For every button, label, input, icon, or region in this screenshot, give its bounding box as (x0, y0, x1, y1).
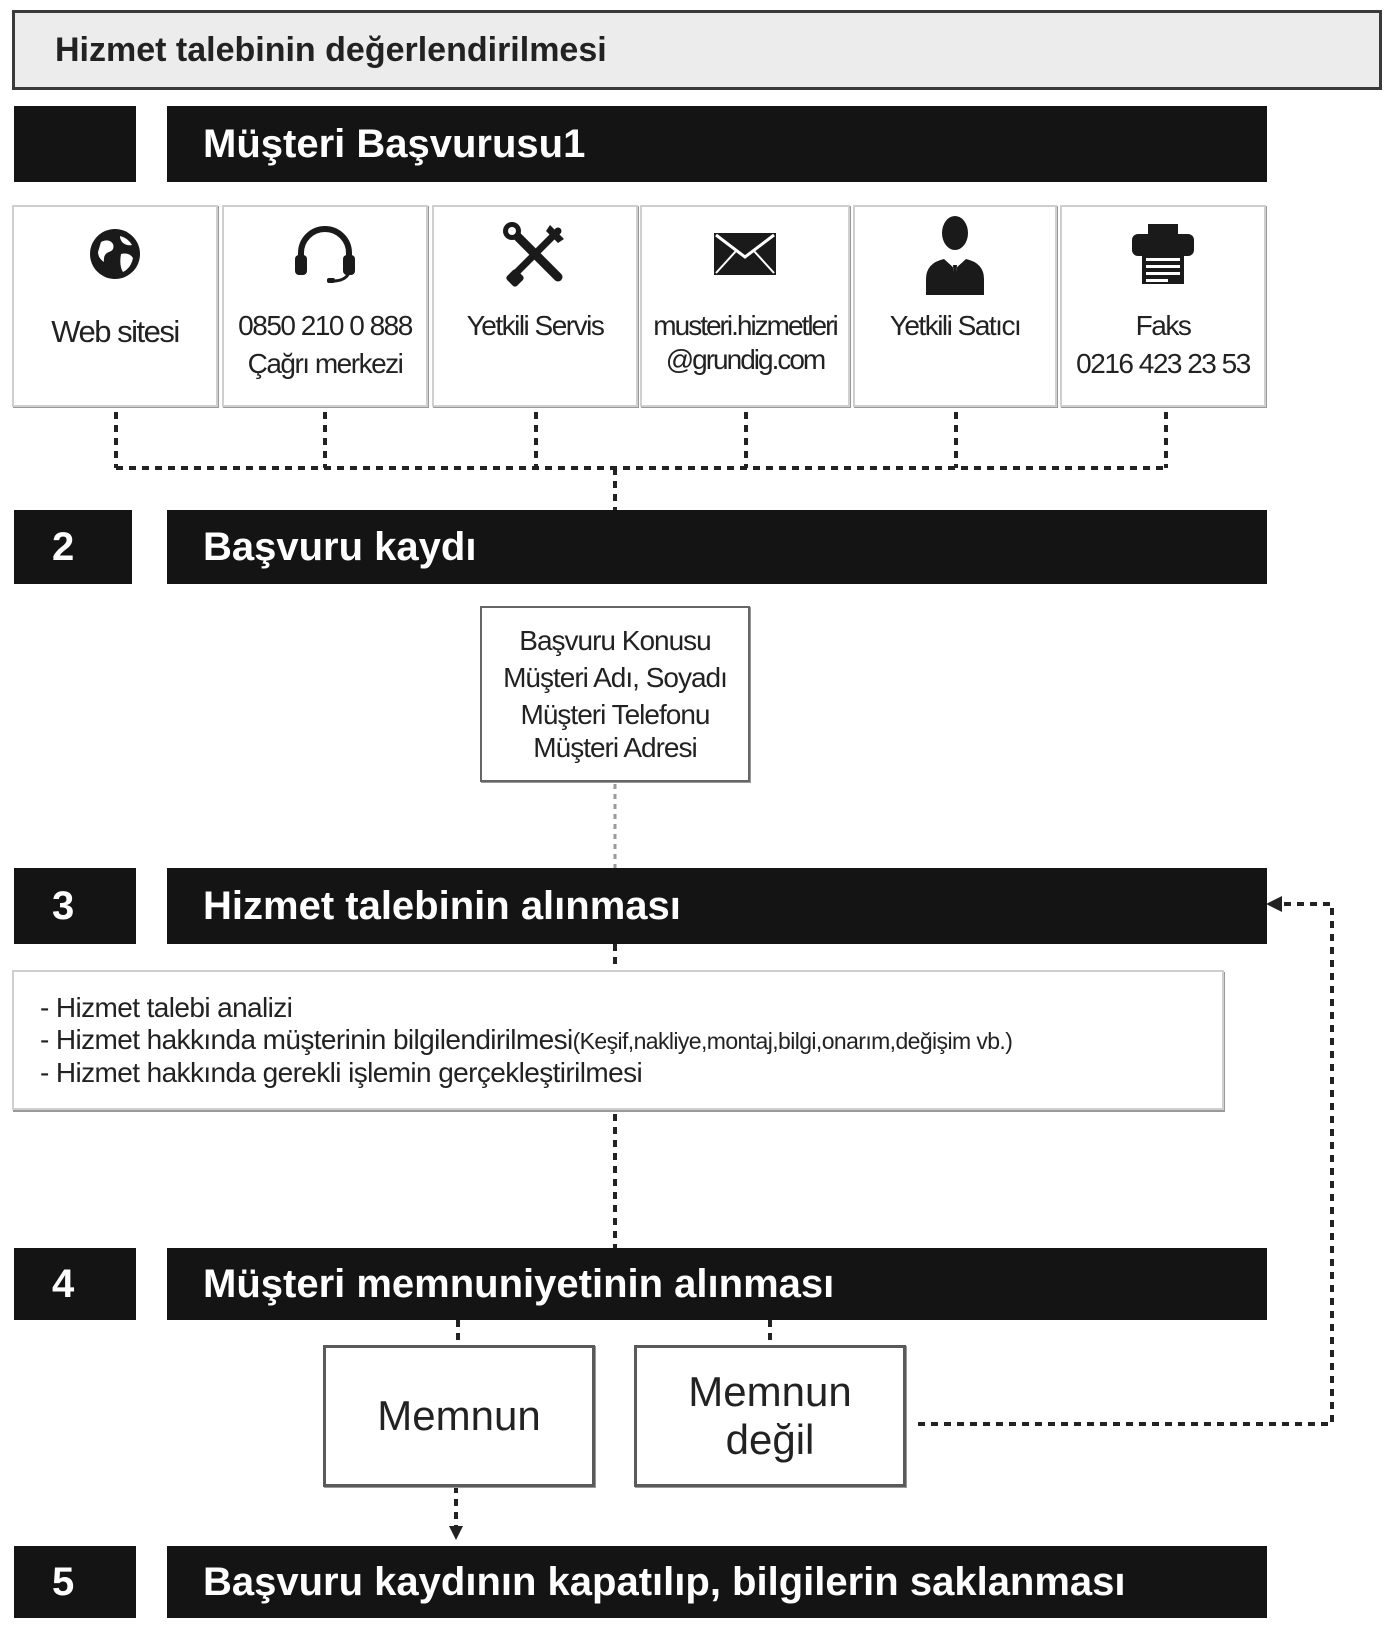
channel-line1: Yetkili Servis (466, 310, 604, 341)
record-field: Başvuru Konusu (519, 625, 711, 656)
step-number-3: 3 (14, 868, 136, 944)
channel-card-callcenter (222, 205, 428, 407)
step-number-4: 4 (14, 1248, 136, 1320)
channel-line1: Faks (1135, 310, 1191, 341)
headset-icon (291, 223, 359, 285)
channel-line2: 0216 423 23 53 (1076, 348, 1250, 379)
step-title-1: Müşteri Başvurusu1 (167, 106, 1267, 182)
record-field: Müşteri Telefonu (520, 699, 710, 730)
tools-icon (500, 219, 570, 289)
task-item (40, 992, 1222, 1024)
person-icon (922, 213, 988, 295)
unsatisfied-box (634, 1345, 906, 1487)
channel-line1: 0850 210 0 888 (238, 310, 412, 341)
step-title-2: Başvuru kaydı (167, 510, 1267, 584)
channel-card-dealer (853, 205, 1057, 407)
task-text: - Hizmet hakkında müşterinin bilgilendirilmesi (40, 1024, 573, 1055)
task-text: - Hizmet hakkında gerekli işlemin gerçekleştirilmesi (40, 1057, 643, 1088)
task-item (40, 1057, 1222, 1089)
page-title: Hizmet talebinin değerlendirilmesi (12, 10, 1382, 90)
unsatisfied-label-line2: değil (725, 1416, 815, 1463)
channel-card-fax (1060, 205, 1266, 407)
channel-line1: Web sitesi (51, 314, 179, 349)
satisfied-box (323, 1345, 595, 1487)
step-title-3: Hizmet talebinin alınması (167, 868, 1267, 944)
step-number-1 (14, 106, 136, 182)
channel-card-web (12, 205, 218, 407)
envelope-icon (712, 231, 778, 277)
service-tasks-box (12, 970, 1224, 1110)
arrow-to-step3 (1266, 896, 1282, 912)
record-field: Müşteri Adı, Soyadı (503, 662, 727, 693)
channel-card-service (432, 205, 638, 407)
unsatisfied-label-line1: Memnun (688, 1368, 852, 1415)
task-item (40, 1024, 1222, 1057)
arrow-to-step5 (449, 1526, 463, 1540)
task-note: (Keşif,nakliye,montaj,bilgi,onarım,değişim vb.) (572, 1028, 1013, 1054)
fax-icon (1128, 222, 1198, 286)
globe-icon (87, 226, 143, 282)
task-text: - Hizmet talebi analizi (40, 992, 293, 1023)
channel-card-email (640, 205, 850, 407)
record-field: Müşteri Adresi (533, 732, 697, 763)
step-number-5: 5 (14, 1546, 136, 1618)
channel-line2: @grundig.com (665, 344, 825, 375)
satisfied-label: Memnun (377, 1392, 541, 1439)
channel-line1: musteri.hizmetleri (653, 310, 837, 341)
step-title-4: Müşteri memnuniyetinin alınması (167, 1248, 1267, 1320)
channel-line1: Yetkili Satıcı (889, 310, 1021, 341)
channel-line2: Çağrı merkezi (247, 348, 403, 379)
step-number-2: 2 (14, 510, 132, 584)
step-title-5: Başvuru kaydının kapatılıp, bilgilerin saklanması (167, 1546, 1267, 1618)
record-fields-box (480, 606, 750, 782)
